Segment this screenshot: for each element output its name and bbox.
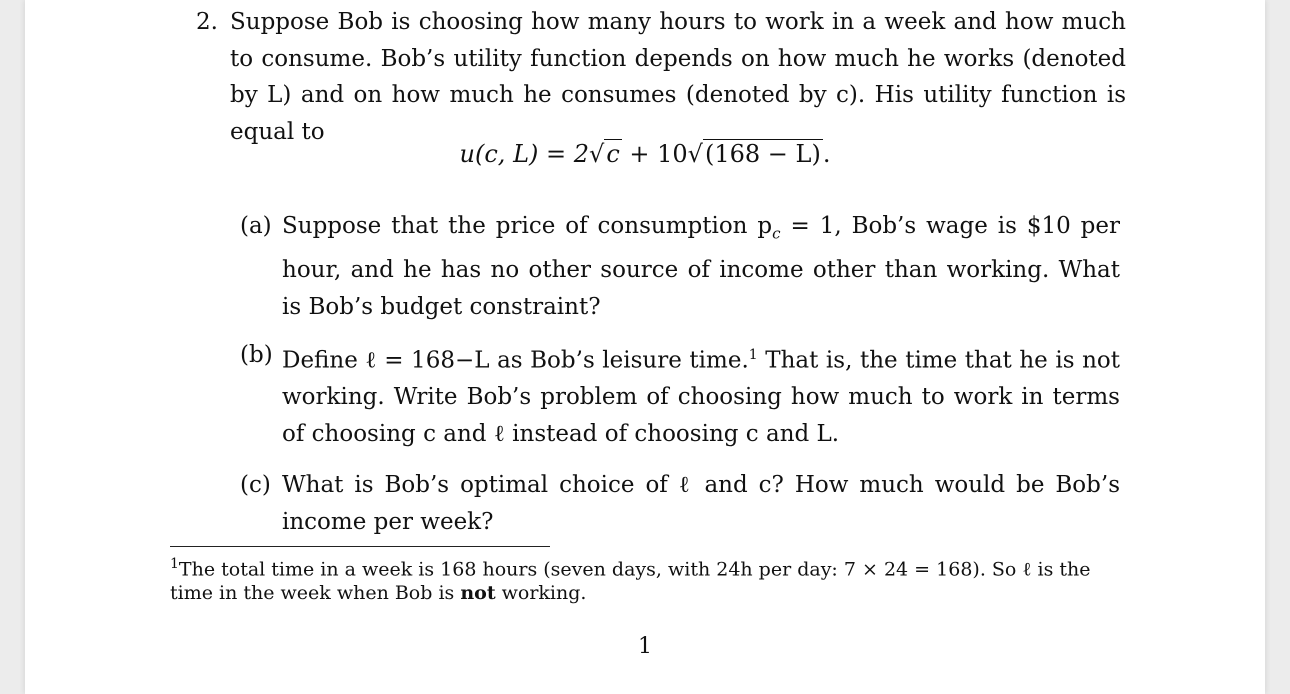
part-a-text-1: Suppose that the price of consumption p bbox=[282, 213, 773, 239]
page-number: 1 bbox=[638, 634, 652, 659]
footnote-text-1: The total time in a week is 168 hours (seven days, with 24h per day: 7 × 24 = 168). So ℓ is the time in the week when Bob is bbox=[170, 558, 1091, 605]
footnote-rule bbox=[170, 546, 550, 547]
part-c-text: What is Bob’s optimal choice of ℓ and c? How much would be Bob’s income per week? bbox=[282, 472, 1120, 535]
part-a-subscript: c bbox=[772, 224, 781, 243]
equation-radicand-2: (168 − L) bbox=[704, 140, 821, 168]
part-b-text bbox=[282, 337, 1120, 452]
utility-equation bbox=[0, 140, 1290, 168]
problem-intro: Suppose Bob is choosing how many hours to work in a week and how much to consume. Bob’s utility function depends on how much he works (denoted by L) and on how much he consumes (denoted by c). His utility function is equal to bbox=[230, 9, 1126, 145]
footnote-bold: not bbox=[460, 582, 496, 605]
part-c-label: (c) bbox=[240, 472, 271, 498]
part-b-text-1: Define ℓ = 168−L as Bob’s leisure time. bbox=[282, 347, 749, 374]
footnote-text-2: working. bbox=[495, 582, 587, 605]
footnote-mark: 1 bbox=[170, 556, 179, 572]
equation-radicand-1: c bbox=[606, 140, 620, 168]
sqrt-symbol-1: √ bbox=[589, 140, 605, 168]
part-a-label: (a) bbox=[240, 213, 272, 239]
part-a-text-2: = 1, Bob’s wage is $10 per hour, and he has no other source of income other than working. What is Bob’s budget constraint? bbox=[282, 213, 1121, 320]
part-b bbox=[240, 337, 1120, 452]
equation-middle: + 10 bbox=[621, 140, 688, 168]
equation-end: . bbox=[822, 140, 831, 168]
footnote bbox=[170, 552, 1120, 605]
part-a-text bbox=[282, 208, 1120, 325]
problem-2 bbox=[196, 4, 1126, 150]
footnote-ref: 1 bbox=[748, 347, 758, 363]
equation-lhs: u(c, L) = 2 bbox=[459, 140, 590, 168]
part-a bbox=[240, 208, 1120, 325]
problem-number: 2. bbox=[196, 9, 218, 35]
sqrt-symbol-2: √ bbox=[687, 140, 703, 168]
part-b-label: (b) bbox=[240, 342, 273, 368]
part-b-text-2: That is, the time that he is not working. Write Bob’s problem of choosing how much to work in terms of choosing c and ℓ instead of choosing c and L. bbox=[282, 347, 1120, 447]
part-c bbox=[240, 467, 1120, 540]
